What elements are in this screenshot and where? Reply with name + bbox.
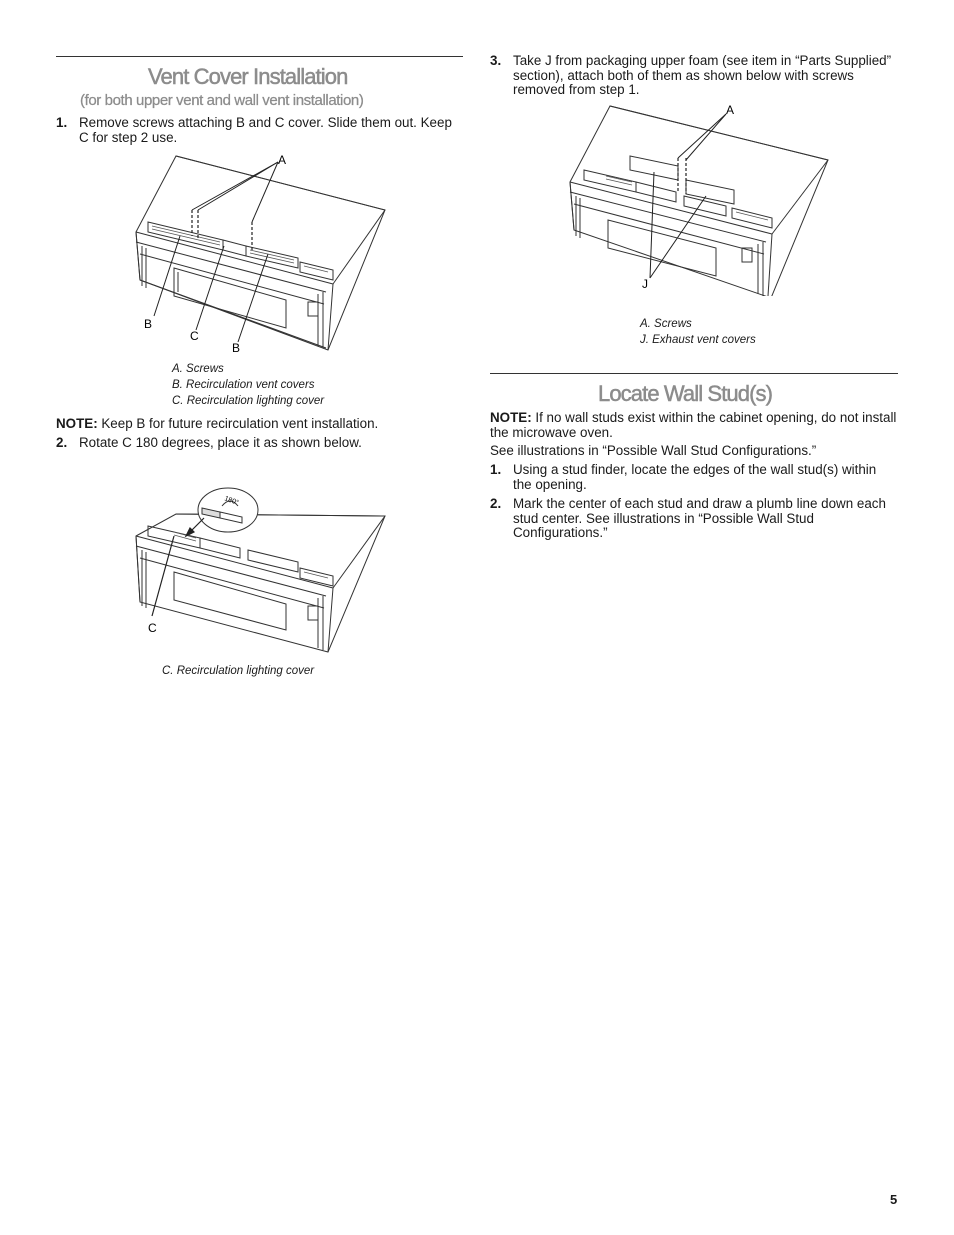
- section-rule-left: [56, 56, 463, 57]
- section-title-wall-stud: Locate Wall Stud(s): [598, 381, 773, 406]
- step-number: 1.: [490, 462, 502, 477]
- figure-caption: C. Recirculation lighting cover: [162, 665, 315, 677]
- figure-caption: B. Recirculation vent covers: [172, 379, 315, 391]
- note-paragraph: [56, 417, 463, 432]
- step-number: 3.: [490, 53, 502, 68]
- section-subtitle: (for both upper vent and wall vent installation): [80, 92, 364, 109]
- rotation-label: 180°: [223, 495, 240, 507]
- label-c: C: [148, 621, 157, 635]
- label-b: B: [232, 341, 241, 355]
- label-a: A: [726, 103, 735, 117]
- figure-caption: A. Screws: [640, 318, 692, 330]
- step-text: Rotate C 180 degrees, place it as shown below.: [79, 435, 362, 450]
- note-paragraph: [490, 411, 898, 440]
- see-illustrations-text: See illustrations in “Possible Wall Stud Configurations.”: [490, 443, 817, 458]
- step-text: Mark the center of each stud and draw a plumb line down each stud center. See illustrations in “Possible Wall Stud Configurations.”: [513, 496, 886, 540]
- figure-caption: J. Exhaust vent covers: [640, 334, 756, 346]
- figure-attach-exhaust-covers: [566, 100, 832, 296]
- step-text: Using a stud finder, locate the edges of the wall stud(s) within the opening.: [513, 462, 877, 492]
- figure-caption: C. Recirculation lighting cover: [172, 395, 325, 407]
- page-number: 5: [890, 1192, 898, 1207]
- note-text: Keep B for future recirculation vent installation.: [97, 416, 379, 431]
- figure-rotate-cover: [128, 484, 390, 654]
- label-j: J: [642, 277, 648, 291]
- section-rule-right: [490, 373, 898, 374]
- note-label: NOTE:: [56, 416, 98, 431]
- label-c: C: [190, 329, 199, 343]
- label-b: B: [144, 317, 153, 331]
- figure-caption: A. Screws: [172, 363, 224, 375]
- step-text: Remove screws attaching B and C cover. Slide them out. Keep C for step 2 use.: [79, 115, 452, 145]
- note-text: If no wall studs exist within the cabinet opening, do not install the microwave oven.: [490, 410, 897, 440]
- section-title-vent-cover: Vent Cover Installation: [148, 64, 348, 89]
- label-a: A: [278, 153, 287, 167]
- note-label: NOTE:: [490, 410, 532, 425]
- step-number: 2.: [490, 496, 502, 511]
- figure-remove-vent-covers: [128, 150, 390, 356]
- step-number: 2.: [56, 435, 68, 450]
- step-text: Take J from packaging upper foam (see item in “Parts Supplied” section), attach both of them as shown below with screws removed from step 1.: [513, 53, 892, 97]
- step-number: 1.: [56, 115, 68, 130]
